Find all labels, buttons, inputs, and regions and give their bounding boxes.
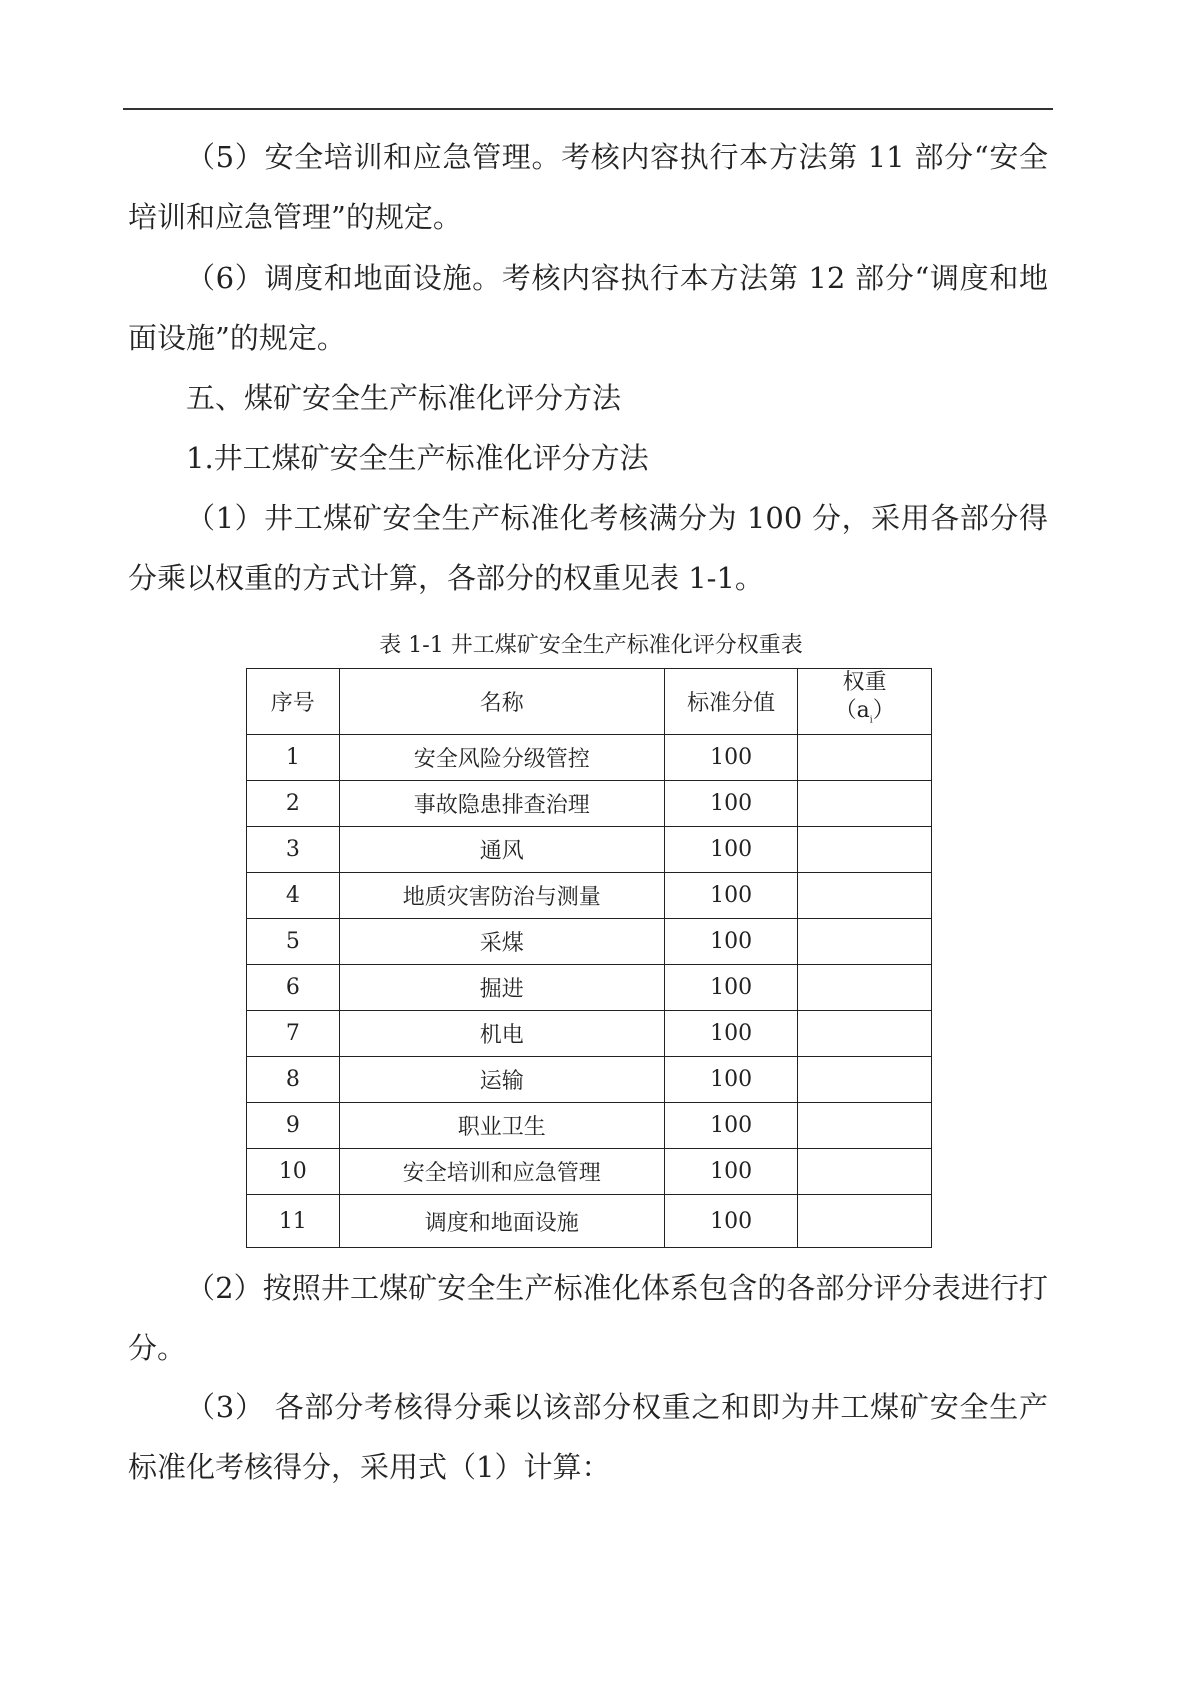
cell-weight xyxy=(798,873,932,919)
header-standard-score: 标准分值 xyxy=(664,669,797,735)
table-row xyxy=(247,919,932,965)
header-weight-close: ） xyxy=(872,698,895,723)
cell-no: 11 xyxy=(247,1195,340,1248)
cell-weight xyxy=(798,1103,932,1149)
weight-table xyxy=(246,668,932,1248)
header-weight xyxy=(798,669,932,735)
cell-no: 2 xyxy=(247,781,340,827)
cell-name: 掘进 xyxy=(339,965,664,1011)
table-body xyxy=(247,735,932,1248)
cell-name: 运输 xyxy=(339,1057,664,1103)
cell-standard-score: 100 xyxy=(664,965,797,1011)
cell-name: 地质灾害防治与测量 xyxy=(339,873,664,919)
header-name: 名称 xyxy=(339,669,664,735)
table-row xyxy=(247,1149,932,1195)
cell-weight xyxy=(798,781,932,827)
cell-no: 6 xyxy=(247,965,340,1011)
cell-name: 安全风险分级管控 xyxy=(339,735,664,781)
header-rule xyxy=(123,108,1053,110)
cell-weight xyxy=(798,965,932,1011)
cell-standard-score: 100 xyxy=(664,1057,797,1103)
cell-name: 通风 xyxy=(339,827,664,873)
header-no: 序号 xyxy=(247,669,340,735)
cell-standard-score: 100 xyxy=(664,1195,797,1248)
cell-no: 3 xyxy=(247,827,340,873)
cell-name: 事故隐患排查治理 xyxy=(339,781,664,827)
cell-name: 采煤 xyxy=(339,919,664,965)
section-heading: 五、煤矿安全生产标准化评分方法 xyxy=(186,381,622,415)
header-weight-line1: 权重 xyxy=(842,670,887,695)
cell-no: 5 xyxy=(247,919,340,965)
subsection-heading: 1.井工煤矿安全生产标准化评分方法 xyxy=(186,441,649,475)
cell-weight xyxy=(798,827,932,873)
cell-standard-score: 100 xyxy=(664,873,797,919)
cell-name: 职业卫生 xyxy=(339,1103,664,1149)
cell-name: 机电 xyxy=(339,1011,664,1057)
cell-name: 调度和地面设施 xyxy=(339,1195,664,1248)
table-caption: 表 1-1 井工煤矿安全生产标准化评分权重表 xyxy=(379,633,803,658)
table-row xyxy=(247,827,932,873)
cell-no: 8 xyxy=(247,1057,340,1103)
cell-no: 4 xyxy=(247,873,340,919)
cell-standard-score: 100 xyxy=(664,735,797,781)
cell-standard-score: 100 xyxy=(664,781,797,827)
cell-no: 7 xyxy=(247,1011,340,1057)
table-row xyxy=(247,965,932,1011)
table-row xyxy=(247,1195,932,1248)
cell-standard-score: 100 xyxy=(664,919,797,965)
cell-weight xyxy=(798,919,932,965)
cell-standard-score: 100 xyxy=(664,1103,797,1149)
paragraph-method-3: （3） 各部分考核得分乘以该部分权重之和即为井工煤矿安全生产标准化考核得分，采用式（1）计算： xyxy=(128,1390,1048,1484)
table-row xyxy=(247,873,932,919)
table-row xyxy=(247,735,932,781)
cell-name: 安全培训和应急管理 xyxy=(339,1149,664,1195)
cell-weight xyxy=(798,1149,932,1195)
cell-no: 9 xyxy=(247,1103,340,1149)
paragraph-method-1: （1）井工煤矿安全生产标准化考核满分为 100 分，采用各部分得分乘以权重的方式计算，各部分的权重见表 1-1。 xyxy=(128,501,1048,595)
table-row xyxy=(247,781,932,827)
header-weight-symbol: （a xyxy=(834,698,870,723)
cell-standard-score: 100 xyxy=(664,827,797,873)
paragraph-item-5: （5）安全培训和应急管理。考核内容执行本方法第 11 部分“安全培训和应急管理”的规定。 xyxy=(128,140,1048,234)
cell-no: 1 xyxy=(247,735,340,781)
table-row xyxy=(247,1103,932,1149)
cell-standard-score: 100 xyxy=(664,1149,797,1195)
header-weight-label xyxy=(835,669,895,734)
cell-weight xyxy=(798,1057,932,1103)
header-weight-subscript: i xyxy=(869,715,873,726)
table-row xyxy=(247,1057,932,1103)
table-row xyxy=(247,1011,932,1057)
cell-standard-score: 100 xyxy=(664,1011,797,1057)
cell-no: 10 xyxy=(247,1149,340,1195)
paragraph-item-6: （6）调度和地面设施。考核内容执行本方法第 12 部分“调度和地面设施”的规定。 xyxy=(128,261,1048,355)
cell-weight xyxy=(798,1011,932,1057)
paragraph-method-2: （2）按照井工煤矿安全生产标准化体系包含的各部分评分表进行打分。 xyxy=(128,1271,1048,1365)
cell-weight xyxy=(798,735,932,781)
table-header-row xyxy=(247,669,932,735)
cell-weight xyxy=(798,1195,932,1248)
